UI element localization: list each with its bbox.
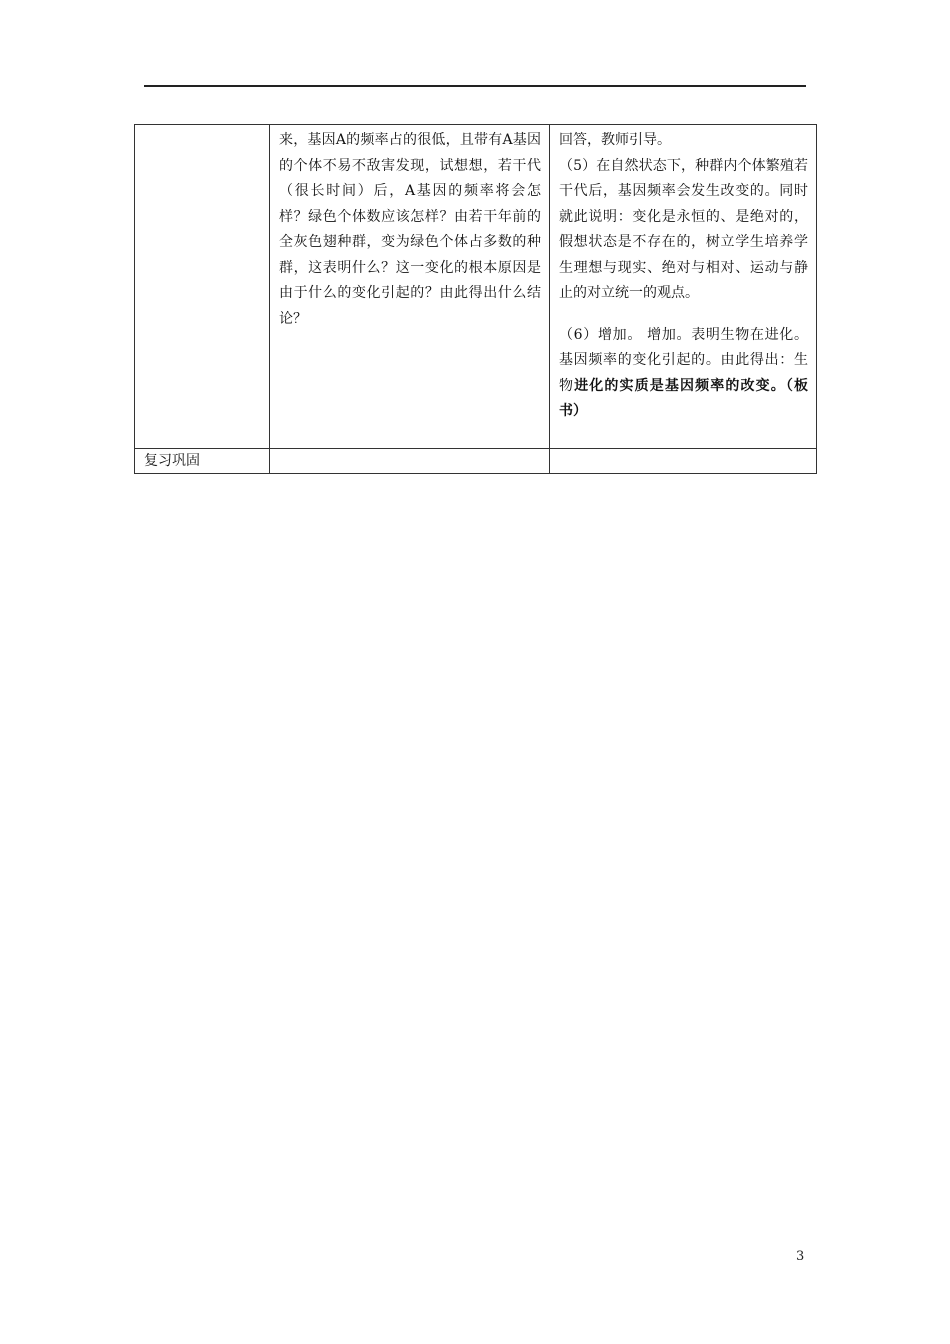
review-label-cell [135,449,270,474]
empty-cell [270,449,550,474]
teacher-activity-cell [270,125,550,449]
teacher-question-text: 来，基因A的频率占的很低，且带有A基因的个体不易不敌害发现，试想想，若干代（很长时间）后，A基因的频率将会怎样？绿色个体数应该怎样？由若干年前的全灰色翅种群，变为绿色个体占多数的种群，这表明什么？这一变化的根本原因是由于什么的变化引起的？由此得出什么结论？ [279,132,541,327]
header-rule [144,85,806,87]
answer-6-bold: 进化的实质是基因频率的改变。（板书） [559,377,808,419]
student-activity-cell [550,125,817,449]
stage-cell [135,125,270,449]
student-answer-6 [559,323,808,425]
answer-6-plain: （6）增加。 增加。表明生物在进化。基因频率的变化引起的。由此得出：生物 [559,326,808,394]
paragraph-gap [559,307,808,323]
review-label: 复习巩固 [144,453,200,469]
student-answer-intro: 回答，教师引导。 [559,132,671,148]
table-row [135,449,817,474]
page-number: 3 [796,1249,805,1264]
student-answer-5: （5）在自然状态下，种群内个体繁殖若干代后，基因频率会发生改变的。同时就此说明：变化是永恒的、是绝对的，假想状态是不存在的，树立学生培养学生理想与现实、绝对与相对、运动与静止的对立统一的观点。 [559,157,808,301]
lesson-table [134,124,817,474]
empty-cell [550,449,817,474]
table-row [135,125,817,449]
